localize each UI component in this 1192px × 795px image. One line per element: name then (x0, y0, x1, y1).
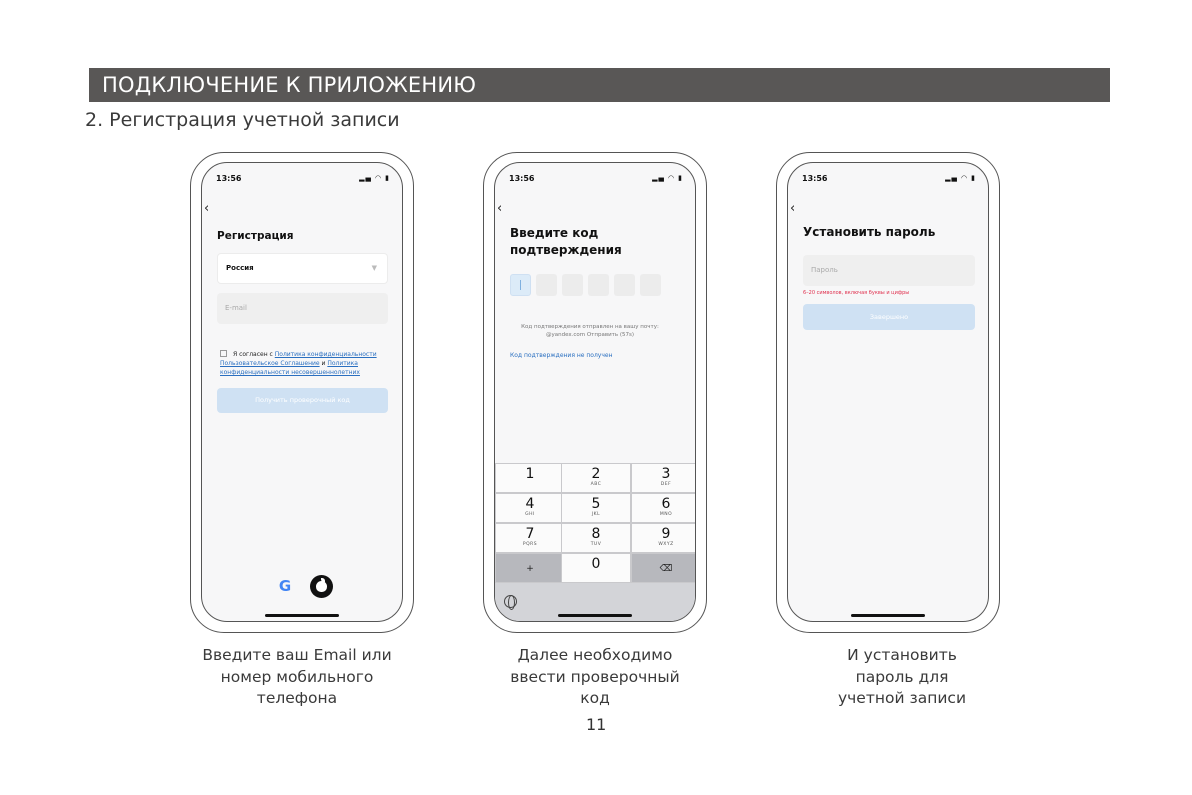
country-value: Россия (226, 264, 254, 272)
key-digit: 2 (591, 466, 601, 482)
page-title (510, 225, 622, 259)
home-indicator (558, 614, 632, 617)
key-1[interactable] (495, 463, 565, 493)
home-indicator (851, 614, 925, 617)
signal-wifi-battery-icon: ▂▄ ◠ ▮ (359, 174, 390, 182)
code-box[interactable] (614, 274, 635, 296)
minors-privacy-link[interactable]: Политика конфиденциальности несовершеннолетних (220, 360, 360, 376)
signal-wifi-battery-icon: ▂▄ ◠ ▮ (945, 174, 976, 182)
agree-prefix: Я согласен с (233, 351, 273, 358)
status-bar (216, 174, 390, 186)
caption-line: телефона (256, 689, 338, 707)
status-time: 13:56 (216, 174, 242, 183)
key-letters: WXYZ (658, 542, 674, 547)
back-arrow-icon[interactable]: ‹ (204, 201, 210, 216)
key-digit: 3 (661, 466, 671, 482)
title-line-1: Введите код (510, 226, 599, 240)
phone-screen (201, 162, 403, 622)
caption-step-2 (475, 645, 715, 710)
back-arrow-icon[interactable]: ‹ (790, 201, 796, 216)
key-digit: 4 (525, 496, 535, 512)
info-line-1: Код подтверждения отправлен на вашу почту: (521, 324, 659, 330)
back-arrow-icon[interactable]: ‹ (497, 201, 503, 216)
agree-and: и (321, 360, 326, 367)
key-letters: MNO (659, 512, 673, 517)
key-9[interactable] (631, 523, 696, 553)
key-letters: JKL (591, 512, 601, 517)
key-digit: 0 (591, 556, 601, 572)
page-number: 11 (586, 715, 607, 734)
key-5[interactable] (561, 493, 631, 523)
caption-step-1 (177, 645, 417, 710)
password-hint: 6–20 символов, включая буквы и цифры (803, 290, 910, 296)
email-field[interactable]: E-mail (217, 293, 388, 324)
info-line-2: @yandex.com Отправить (57s) (545, 332, 635, 338)
key-letters: DEF (660, 482, 672, 487)
apple-icon[interactable] (310, 575, 333, 598)
caption-line: пароль для (855, 667, 949, 686)
signal-wifi-battery-icon: ▂▄ ◠ ▮ (652, 174, 683, 182)
caption-line: Введите ваш Email или (202, 646, 392, 664)
key-0[interactable] (561, 553, 631, 583)
key-3[interactable] (631, 463, 696, 493)
get-code-button[interactable]: Получить проверочный код (217, 388, 388, 413)
caption-line: И установить (847, 646, 957, 664)
key-plus[interactable] (495, 553, 565, 583)
caption-line: номер мобильного (220, 667, 374, 686)
key-8[interactable] (561, 523, 631, 553)
caption-line: Далее необходимо (517, 646, 673, 664)
agree-checkbox[interactable] (220, 350, 227, 357)
agreement-text (220, 350, 390, 377)
user-agreement-link[interactable]: Пользовательское Соглашение (220, 360, 320, 367)
password-field[interactable]: Пароль (803, 255, 975, 286)
page-title: Установить пароль (803, 225, 936, 239)
code-box[interactable] (588, 274, 609, 296)
phone-verification (483, 152, 707, 633)
phone-registration (190, 152, 414, 633)
country-select[interactable] (217, 253, 388, 284)
code-box[interactable] (536, 274, 557, 296)
done-button[interactable]: Завершено (803, 304, 975, 330)
section-title: 2. Регистрация учетной записи (85, 109, 400, 131)
status-time: 13:56 (802, 174, 828, 183)
code-box[interactable] (510, 274, 531, 296)
apple-glyph (316, 581, 327, 592)
title-line-2: подтверждения (510, 243, 622, 257)
status-bar (509, 174, 683, 186)
code-sent-info (510, 323, 670, 339)
status-bar (802, 174, 976, 186)
backspace-icon[interactable] (631, 553, 696, 583)
key-digit: 9 (661, 526, 671, 542)
caption-line: ввести проверочный (510, 667, 680, 686)
key-4[interactable] (495, 493, 565, 523)
code-box[interactable] (640, 274, 661, 296)
home-indicator (265, 614, 339, 617)
key-6[interactable] (631, 493, 696, 523)
phone-screen (787, 162, 989, 622)
status-time: 13:56 (509, 174, 535, 183)
globe-icon[interactable] (504, 595, 517, 608)
key-letters: ABC (590, 482, 602, 487)
privacy-policy-link[interactable]: Политика конфиденциальности (274, 351, 377, 358)
caption-line: код (580, 689, 610, 707)
caption-step-3 (782, 645, 1022, 710)
key-7[interactable] (495, 523, 565, 553)
key-digit: 8 (591, 526, 601, 542)
key-letters: PQRS (522, 542, 538, 547)
section-header-bar: ПОДКЛЮЧЕНИЕ К ПРИЛОЖЕНИЮ (89, 68, 1110, 102)
key-2[interactable] (561, 463, 631, 493)
phone-screen (494, 162, 696, 622)
key-digit: 6 (661, 496, 671, 512)
key-digit: 5 (591, 496, 601, 512)
key-symbol: + (526, 564, 534, 574)
key-letters: GHI (525, 512, 535, 517)
apple-leaf (321, 578, 325, 582)
page-title: Регистрация (217, 230, 294, 242)
numeric-keypad (495, 463, 695, 621)
code-not-received-link[interactable]: Код подтверждения не получен (510, 352, 613, 359)
key-symbol: ⌫ (659, 564, 673, 574)
key-letters: TUV (590, 542, 602, 547)
google-icon[interactable]: G (278, 577, 292, 595)
code-box[interactable] (562, 274, 583, 296)
key-digit: 1 (525, 466, 535, 482)
caption-line: учетной записи (837, 689, 967, 707)
key-digit: 7 (525, 526, 535, 542)
phone-set-password (776, 152, 1000, 633)
chevron-down-icon: ▼ (371, 264, 377, 272)
